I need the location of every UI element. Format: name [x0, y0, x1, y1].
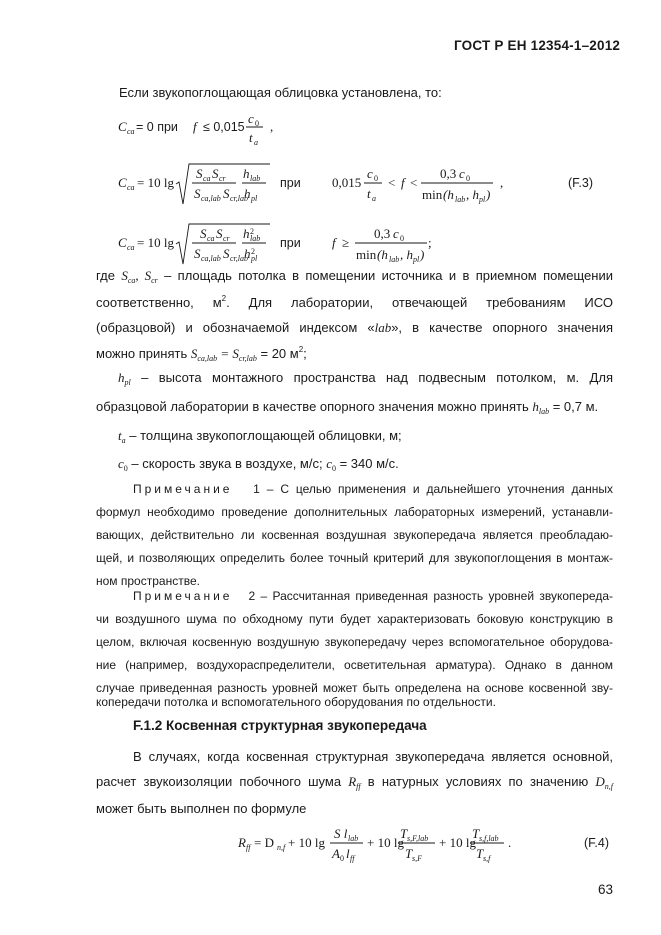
equation-label-f3: (F.3) [568, 176, 593, 190]
note-2-line3: целом, включая косвенную воздушную звукопередачу через вспомогательное оборудова- [96, 635, 613, 649]
svg-text:ca,lab: ca,lab [201, 194, 221, 203]
svg-text:c: c [459, 166, 465, 181]
svg-text:h: h [243, 226, 250, 241]
svg-text:(h: (h [443, 187, 454, 202]
svg-text:T: T [476, 846, 484, 861]
def-s-line1: где $S_{ca}$, $S_{cr}$ – площадь потолка в помещении источника и в приемном помещении [96, 268, 613, 285]
svg-text:S: S [200, 226, 207, 241]
svg-text:+ 10 lg: + 10 lg [367, 835, 404, 850]
svg-text:T: T [405, 846, 413, 861]
svg-text:2: 2 [250, 227, 254, 236]
def-h-line2: образцовой лаборатории в качестве опорного значения можно принять $h_{lab} = 0,7$ м. [96, 399, 599, 416]
svg-text:S l: S l [334, 826, 348, 841]
formula-f4 [230, 822, 630, 870]
svg-text:ca,lab: ca,lab [201, 254, 221, 263]
note-2-line5: случае приведенная разность уровней может быть определена на основе косвенной зву- [96, 681, 613, 695]
svg-text:= 10 lg: = 10 lg [137, 235, 174, 250]
intro-text: Если звукопоглощающая облицовка установлена, то: [119, 85, 442, 100]
def-t-line: $t_a$ – толщина звукопоглощающей облицовки, м; [118, 428, 402, 445]
body-p1-line2: расчет звукоизоляции побочного шума $R_{ff}$ в натурных условиях по значению $D_{n,f}$ [96, 774, 613, 791]
svg-text:cr: cr [223, 234, 230, 243]
svg-text:a: a [372, 194, 376, 203]
note-2-line1: Примечание 2 – Рассчитанная приведенная разность уровней звукопереда- [133, 589, 613, 603]
svg-text:.: . [508, 835, 512, 850]
svg-text:ca: ca [203, 174, 211, 183]
svg-text:при: при [280, 236, 301, 250]
def-s-line3: (образцовой) и обозначаемой индексом «lab», в качестве опорного значения [96, 320, 613, 335]
svg-text:f: f [193, 119, 197, 134]
svg-text:S: S [196, 166, 203, 181]
svg-text:0,3: 0,3 [374, 226, 391, 241]
svg-text:ca: ca [127, 127, 135, 136]
svg-text:, h: , h [400, 247, 413, 262]
svg-text:S: S [223, 186, 230, 201]
svg-text:ca: ca [127, 243, 135, 252]
svg-text:f: f [401, 175, 405, 190]
svg-text:lab: lab [250, 234, 261, 243]
svg-text:pl: pl [479, 195, 486, 204]
svg-text:T: T [400, 826, 408, 841]
svg-text:s,F: s,F [412, 854, 422, 863]
svg-text:+ 10 lg: + 10 lg [288, 835, 325, 850]
svg-text:S: S [223, 246, 230, 261]
svg-text:s,f,lab: s,f,lab [479, 834, 499, 843]
svg-text:lab: lab [250, 174, 261, 183]
note-1-line3: вающих, действительно ли косвенная воздушная звукопередача является преобладаю- [96, 528, 613, 542]
def-s-line4: можно принять $S_{ca,lab} = S_{cr,lab} = 20$ $м^2$; [96, 345, 307, 363]
svg-text:0: 0 [340, 854, 344, 863]
svg-text:t: t [249, 130, 253, 145]
svg-text:l: l [346, 846, 350, 861]
svg-text:pl: pl [251, 254, 258, 263]
section-heading: F.1.2 Косвенная структурная звукопередача [133, 718, 427, 733]
svg-text:0: 0 [400, 234, 404, 243]
note-1-line4: щей, и позволяющих определить более точный критерий для звукопоглощения в монтаж- [96, 551, 613, 565]
svg-text:A: A [332, 846, 340, 861]
svg-text:h: h [244, 186, 251, 201]
svg-text:cr,lab: cr,lab [230, 254, 248, 263]
svg-text:≥: ≥ [342, 235, 350, 250]
svg-text:C: C [118, 175, 127, 190]
svg-text:pl: pl [251, 194, 258, 203]
svg-text:S: S [216, 226, 223, 241]
formula-ca-log-2 [110, 220, 440, 272]
svg-text:ff: ff [350, 854, 355, 863]
svg-text:<: < [388, 175, 396, 190]
svg-text:, h: , h [466, 187, 479, 202]
svg-text:R: R [238, 835, 246, 850]
note-2-line2: чи воздушного шума по обходному пути будет характеризовать боковую конструкцию в [96, 612, 613, 626]
svg-text:+ 10 lg: + 10 lg [439, 835, 476, 850]
svg-text:lab: lab [389, 255, 400, 264]
svg-text:cr: cr [219, 174, 226, 183]
svg-text:a: a [254, 138, 258, 147]
svg-text:S: S [212, 166, 219, 181]
note-2-line6: копередачи потолка и вспомогательного оборудования по отдельности. [96, 695, 496, 709]
def-c-line: $c_0$ – скорость звука в воздухе, м/с; $c_0 = 340$ м/с. [118, 456, 399, 473]
svg-text:,: , [500, 175, 504, 190]
formula-ca-log-1 [110, 160, 630, 212]
svg-text:min: min [422, 187, 443, 202]
svg-text:,: , [270, 119, 274, 134]
body-p1-line3: может быть выполнен по формуле [96, 801, 307, 816]
body-p1-line1: В случаях, когда косвенная структурная звукопередача является основной, [133, 749, 613, 764]
svg-text:ca: ca [207, 234, 215, 243]
svg-text:ff: ff [246, 843, 251, 852]
page-number: 63 [598, 882, 614, 897]
def-h-line1: $h_{pl}$ – высота монтажного пространства над подвесным потолком, м. Для [118, 370, 613, 387]
svg-text:pl: pl [413, 255, 420, 264]
svg-text:s,f: s,f [483, 854, 491, 863]
svg-text:(h: (h [377, 247, 388, 262]
svg-text:при: при [280, 176, 301, 190]
svg-text:lab: lab [348, 834, 359, 843]
document-header: ГОСТ Р ЕН 12354-1–2012 [454, 38, 621, 53]
note-1-line5: ном пространстве. [96, 574, 200, 588]
svg-text:0,015: 0,015 [332, 175, 362, 190]
svg-text:n,f: n,f [277, 843, 286, 852]
svg-text:S: S [194, 186, 201, 201]
svg-text:lab: lab [455, 195, 466, 204]
svg-text:min: min [356, 247, 377, 262]
svg-text:S: S [194, 246, 201, 261]
svg-text:cr,lab: cr,lab [230, 194, 248, 203]
svg-text:= D: = D [254, 835, 274, 850]
svg-text:h: h [243, 166, 250, 181]
svg-text:t: t [367, 186, 371, 201]
svg-text:c: c [367, 166, 373, 181]
svg-text:;: ; [428, 235, 432, 250]
svg-text:): ) [420, 247, 425, 262]
svg-text:s,F,lab: s,F,lab [407, 834, 429, 843]
svg-text:c: c [248, 111, 254, 126]
formula-ca-zero [110, 110, 310, 150]
note-2-line4: ние (например, воздухораспределители, осветительная арматура). Однако в данном [96, 658, 613, 672]
equation-label-f4: (F.4) [584, 836, 609, 850]
note-1-line1: Примечание 1 – С целью применения и дальнейшего уточнения данных [133, 482, 613, 496]
svg-text:0,3: 0,3 [440, 166, 457, 181]
svg-text:0: 0 [466, 174, 470, 183]
svg-text:C: C [118, 235, 127, 250]
svg-text:= 0 при: = 0 при [136, 120, 178, 134]
svg-text:= 10 lg: = 10 lg [137, 175, 174, 190]
svg-text:): ) [486, 187, 491, 202]
ca-symbol: C [118, 119, 127, 134]
svg-text:c: c [393, 226, 399, 241]
svg-text:0: 0 [255, 119, 259, 128]
def-s-line2: соответственно, $м^2$. Для лаборатории, отвечающей требованиям ИСО [96, 294, 613, 310]
svg-text:0: 0 [374, 174, 378, 183]
svg-text:f: f [332, 235, 336, 250]
svg-text:ca: ca [127, 183, 135, 192]
note-1-line2: формул необходимо проведение дополнительных лабораторных измерений, устанавли- [96, 505, 613, 519]
svg-text:<: < [410, 175, 418, 190]
svg-text:T: T [472, 826, 480, 841]
svg-text:2: 2 [251, 247, 255, 256]
svg-text:≤ 0,015: ≤ 0,015 [203, 120, 245, 134]
svg-text:h: h [244, 246, 251, 261]
